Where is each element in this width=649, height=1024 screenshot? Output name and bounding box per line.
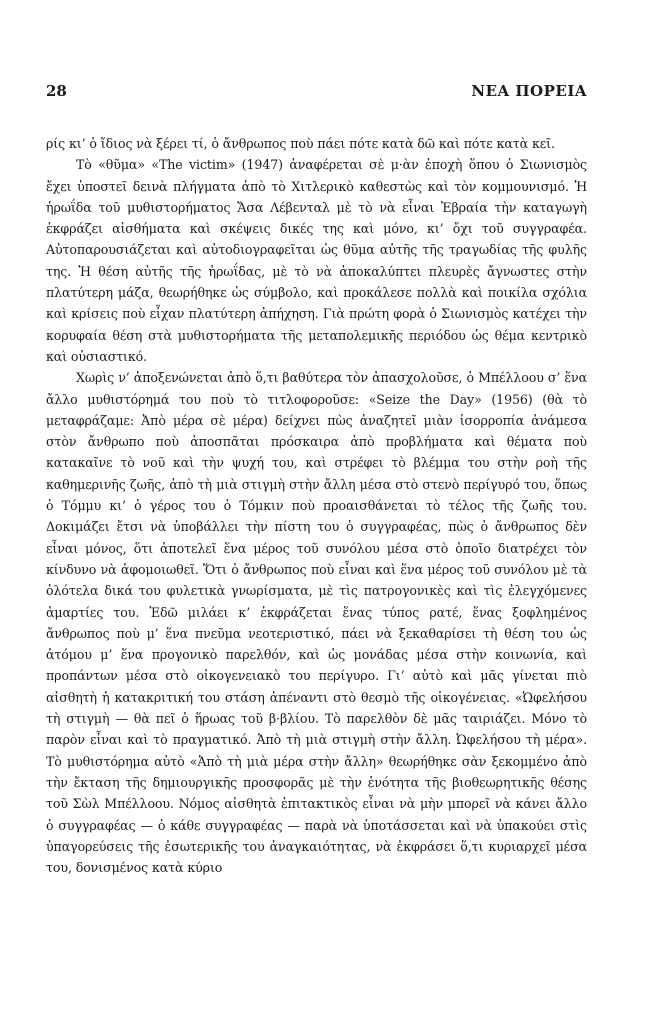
paragraph: Τὸ «θῦμα» «The victim» (1947) ἀναφέρεται σὲ μ·ὰν ἐποχὴ ὅπου ὁ Σιωνισμὸς ἔχει ὑποστεῖ δεινὰ πλήγματα ἀπὸ τὸ Χιτλερικὸ καθεστὼς καὶ τὸν κομμουνισμό. Ἡ ἡρωΐδα τοῦ μυθιστορήματος Ἄσα Λέβενταλ μὲ τὸ νὰ εἶναι Ἑβραία τὴν καταγωγὴ ἐκφράζει αἰσθήματα καὶ σκέψεις δικές της καὶ μόνο, κι’ ὄχι τοῦ συγγραφέα. Αὐτοπαρουσιάζεται καὶ αὐτοδιογραφεῖται ὡς θῦμα αὐτῆς τῆς τραγωδίας τῆς φυλῆς της. Ἡ θέση αὐτῆς τῆς ἡρωΐδας, μὲ τὸ νὰ ἀποκαλύπτει πλευρὲς ἄγνωστες στὴν πλατύτερη μάζα, θεωρήθηκε ὡς σύμβολο, καὶ προκάλεσε πολλὰ καὶ ποικίλα σχόλια καὶ κρίσεις ποὺ εἶχαν πλατύτερη ἀπήχηση. Γιὰ πρώτη φορὰ ὁ Σιωνισμὸς κατέχει τὴν κορυφαία θέση στὰ μυθιστορήματα τῆς μεταπολεμικῆς περιόδου ὡς θέμα κεντρικὸ καὶ οὐσιαστικό. [46, 157, 587, 364]
journal-title: ΝΕΑ ΠΟΡΕΙΑ [471, 82, 587, 100]
paragraph: Χωρὶς ν’ ἀποξενώνεται ἀπὸ ὅ,τι βαθύτερα τὸν ἀπασχολοῦσε, ὁ Μπέλλοου σ’ ἕνα ἄλλο μυθιστόρημά του ποὺ τὸ τιτλοφοροῦσε: «Seize the Day» (1956) (θὰ τὸ μεταφράζαμε: Ἀπὸ μέρα σὲ μέρα) δείχνει πὼς ἀναζητεῖ μιὰν ἰσορροπία ἀνάμεσα στὸν ἄνθρωπο ποὺ ἀποσπᾶται πρόσκαιρα ἀπὸ προβλήματα καὶ θέματα ποὺ κατακαῖνε τὸ νοῦ καὶ τὴν ψυχή του, καὶ στρέφει τὸ βλέμμα του στὴν ροὴ τῆς καθημερινῆς ζωῆς, ἀπὸ τὴ μιὰ στιγμὴ στὴν ἄλλη μέσα στὸ στενὸ περίγυρό του, ὅπως ὁ Τόμμυ κι’ ὁ γέρος του ὁ Τόμκιν ποὺ προαισθάνεται τὸ τέλος τῆς ζωῆς του. Δοκιμάζει ἔτσι νὰ ὑποβάλλει τὴν πίστη του ὁ συγγραφέας, πὼς ὁ ἄνθρωπος δὲν εἶναι μόνος, ὅτι ἀποτελεῖ ἕνα μέρος τοῦ συνόλου μέσα στὸ ὁποῖο διατρέχει τὸν κίνδυνο νὰ ἀφομοιωθεῖ. Ὅτι ὁ ἄνθρωπος ποὺ εἶναι καὶ ἕνα μέρος τοῦ συνόλου μὲ τὰ ὁλότελα δικά του φυλετικὰ γνωρίσματα, μὲ τὶς πατρογονικὲς καὶ τὶς ἐλεγχόμενες ἁμαρτίες του. Ἐδῶ μιλάει κ’ ἐκφράζεται ἕνας τύπος ρατέ, ἕνας ξοφλημένος ἄνθρωπος ποὺ μ’ ἕνα πνεῦμα νεοτεριστικό, πάει νὰ ξεκαθαρίσει τὴ θέση του ὡς ἀτόμου μ’ ἕνα προγονικὸ παρελθόν, καὶ ὡς μονάδας μέσα στὴν κοινωνία, καὶ προπάντων μέσα στὸ οἰκογενειακὸ του περίγυρο. Γι’ αὐτὸ καὶ μᾶς γίνεται πιὸ αἰσθητὴ ἡ κατακριτική του στάση ἀπέναντι στὸ θεσμὸ τῆς οἰκογένειας. «Ὠφελήσου τὴ στιγμὴ — θὰ πεῖ ὁ ἥρωας τοῦ β·βλίου. Τὸ παρελθὸν δὲ μᾶς ταιριάζει. Μόνο τὸ παρὸν εἶναι καὶ τὸ πραγματικό. Ἀπὸ τὴ μιὰ στιγμὴ στὴν ἄλλη. Ὠφελήσου τὴ μέρα». Τὸ μυθιστόρημα αὐτὸ «Ἀπὸ τὴ μιὰ μέρα στὴν ἄλλη» θεωρήθηκε σὰν ξεκομμένο ἀπὸ τὴν ἔκταση τῆς δημιουργικῆς προσφορᾶς μὲ τὴν ἑνότητα τῆς βιοθεωρητικῆς θέσης τοῦ Σὼλ Μπέλλοου. Νόμος αἰσθητὰ ἐπιτακτικὸς εἶναι νὰ μὴν μπορεῖ νὰ κάνει ἄλλο ὁ συγγραφέας — ὁ κάθε συγγραφέας — παρὰ νὰ ὑποτάσσεται καὶ νὰ ὑπακούει στὶς ὑπαγορεύσεις τῆς ἐσωτερικῆς του ἀναγκαιότητας, νὰ ἐκφράσει ὅ,τι κυριαρχεῖ μέσα του, δονισμένος κατὰ κύριο [46, 370, 587, 876]
body-text [46, 133, 587, 878]
running-header [46, 82, 587, 100]
page-number: 28 [46, 82, 67, 100]
paragraph-continuation: ρίς κι’ ὁ ἴδιος νὰ ξέρει τί, ὁ ἄνθρωπος ποὺ πάει πότε κατὰ δῶ καὶ πότε κατὰ κεῖ. [46, 136, 555, 151]
